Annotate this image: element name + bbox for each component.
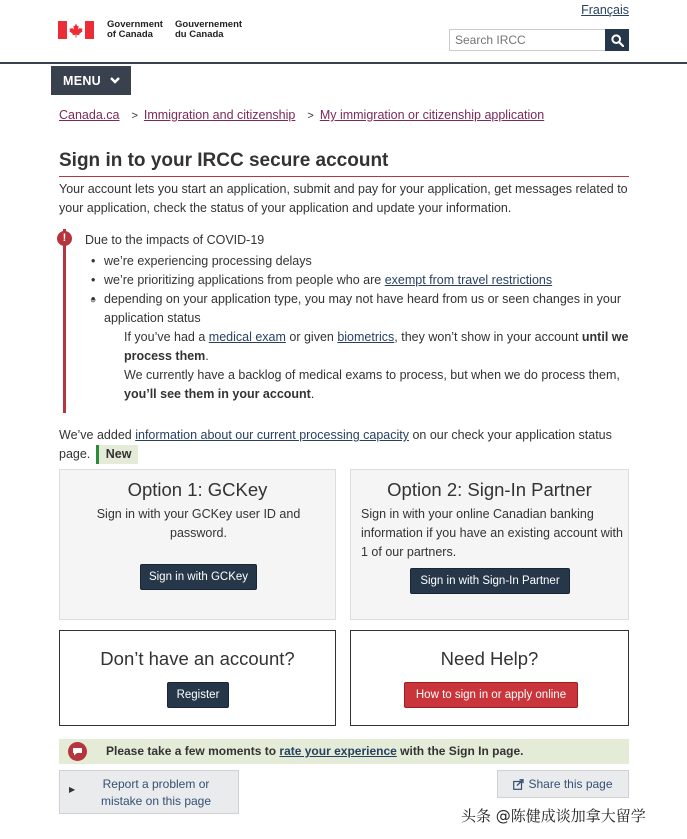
list-item: [104, 252, 629, 271]
no-account-heading: Don’t have an account?: [100, 648, 295, 669]
search-button[interactable]: [605, 29, 629, 51]
breadcrumb-link-immigration[interactable]: Immigration and citizenship: [143, 108, 296, 122]
breadcrumb: [59, 108, 544, 122]
list-item-text: .: [310, 387, 315, 401]
processing-capacity-link[interactable]: information about our current processing capacity: [135, 428, 409, 442]
signature-english: [107, 20, 163, 40]
share-page-button[interactable]: [497, 770, 629, 798]
list-item: [124, 328, 629, 366]
share-icon: [513, 779, 524, 790]
list-item-text: or given: [285, 330, 338, 344]
biometrics-link[interactable]: biometrics: [337, 330, 395, 344]
signature-line: du Canada: [175, 29, 224, 40]
canada-flag-icon: [58, 21, 94, 39]
gckey-option-panel: [59, 469, 336, 620]
list-item-text: we’re experiencing processing delays: [104, 254, 312, 268]
signature-line: Gouvernement: [175, 19, 243, 30]
intro-text: Your account lets you start an application, submit and pay for your application, get messages related to your application, check the status of your application and update your information.: [59, 182, 628, 215]
sign-in-partner-heading: Option 2: Sign-In Partner: [387, 479, 592, 500]
list-item-emphasis: you’ll see them in your account: [124, 387, 311, 401]
menu-label: MENU: [63, 73, 102, 88]
language-toggle-link[interactable]: Français: [581, 3, 629, 17]
feedback-text: [106, 744, 523, 758]
help-panel: [350, 630, 629, 726]
signature-line: of Canada: [107, 29, 153, 40]
list-item: [124, 366, 629, 404]
alert-sublist: [124, 328, 629, 404]
alert-heading: Due to the impacts of COVID-19: [85, 233, 265, 247]
list-item-text: depending on your application type, you may not have heard from us or seen changes in your application status: [104, 292, 621, 325]
search-icon: [611, 34, 624, 47]
feedback-prefix: Please take a few moments to: [106, 744, 280, 758]
alert-list: [104, 252, 629, 404]
register-button[interactable]: Register: [167, 682, 229, 708]
covid-alert: [63, 229, 629, 413]
notice-text: We’ve added: [59, 428, 136, 442]
report-problem-label: Report a problem or mistake on this page: [100, 777, 212, 808]
sign-in-gckey-button[interactable]: Sign in with GCKey: [140, 564, 257, 590]
gckey-heading: Option 1: GCKey: [127, 479, 268, 500]
watermark: 头条 @陈健成谈加拿大留学: [461, 807, 646, 825]
sign-in-partner-description: Sign in with your online Canadian banking information if you have an existing account with 1 of our partners.: [361, 507, 623, 559]
new-badge: New: [96, 445, 139, 464]
list-item-emphasis: until we process them: [124, 330, 629, 363]
need-help-heading: Need Help?: [440, 648, 539, 669]
list-item: [104, 271, 629, 290]
signature-line: Government: [107, 19, 163, 30]
list-item: [104, 290, 629, 404]
processing-capacity-notice: [59, 426, 631, 464]
site-header: [0, 0, 687, 64]
rate-experience-link[interactable]: rate your experience: [279, 744, 397, 758]
notice-text: on our check your application status page.: [59, 428, 612, 461]
sign-in-partner-option-panel: [350, 469, 629, 620]
speech-bubble-icon: [68, 742, 87, 761]
list-item-text: .: [205, 349, 209, 363]
menu-button[interactable]: [51, 66, 131, 95]
triangle-right-icon: ▶: [69, 785, 76, 794]
gckey-description: Sign in with your GCKey user ID and password.: [96, 507, 301, 540]
list-item-text: If you’ve had a: [124, 330, 209, 344]
breadcrumb-link-canada[interactable]: Canada.ca: [59, 108, 120, 122]
share-page-label: Share this page: [528, 777, 613, 791]
report-problem-button[interactable]: [59, 770, 239, 814]
search-input[interactable]: [449, 29, 607, 51]
page-title: Sign in to your IRCC secure account: [59, 150, 629, 177]
signature-french: [175, 20, 242, 40]
exempt-travel-link[interactable]: exempt from travel restrictions: [384, 273, 553, 287]
chevron-down-icon: [109, 74, 121, 86]
list-item-text: , they won’t show in your account: [394, 330, 582, 344]
list-item-text: We currently have a backlog of medical exams to process, but when we do process them,: [124, 368, 620, 382]
medical-exam-link[interactable]: medical exam: [208, 330, 286, 344]
breadcrumb-separator: >: [307, 110, 314, 122]
list-item-text: we’re prioritizing applications from people who are: [104, 273, 385, 287]
feedback-bar: [59, 739, 629, 764]
breadcrumb-link-my-application[interactable]: My immigration or citizenship application: [319, 108, 545, 122]
how-to-sign-in-button[interactable]: How to sign in or apply online: [404, 682, 578, 708]
sign-in-partner-button[interactable]: Sign in with Sign-In Partner: [410, 568, 570, 594]
feedback-suffix: with the Sign In page.: [396, 744, 524, 758]
register-panel: [59, 630, 336, 726]
exclamation-icon: !: [57, 231, 72, 246]
breadcrumb-separator: >: [131, 110, 138, 122]
